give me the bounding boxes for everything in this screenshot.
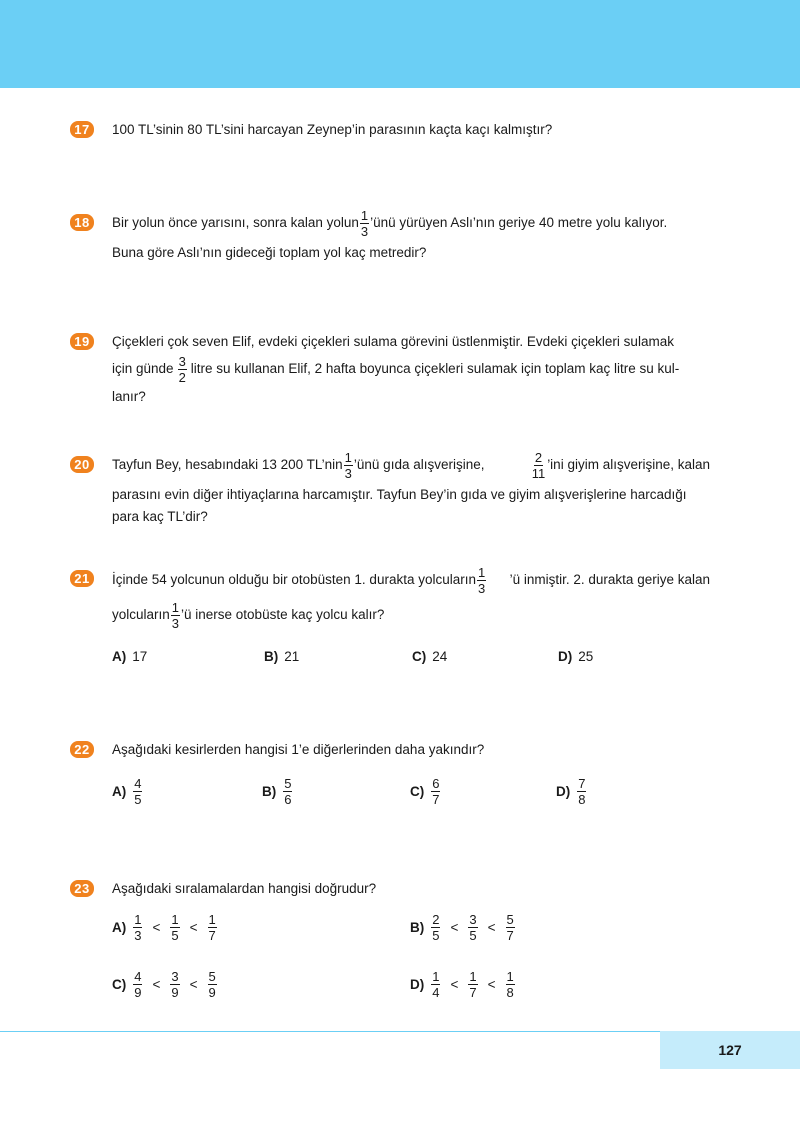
fraction: $\frac{1}{7}$	[469, 969, 477, 1000]
question-18-line-1	[112, 206, 710, 240]
question-number-17: 17	[70, 121, 94, 138]
question-22-text: Aşağıdaki kesirlerden hangisi 1’e diğerlerinden daha yakındır?	[112, 742, 485, 757]
fraction: $\frac{1}{3}$	[134, 912, 142, 943]
option-c[interactable]: C) $\frac{6}{7}$	[410, 776, 440, 807]
question-20-text-c: ’ini giyim alışverişine, kalan	[547, 457, 710, 472]
fraction: $\frac{1}{7}$	[208, 912, 216, 943]
question-20-line-2: parasını evin diğer ihtiyaçlarına harcamıştır. Tayfun Bey’in gıda ve giyim alışverişlerine harcadığı	[112, 487, 687, 502]
question-19-line-2	[112, 352, 710, 386]
less-than-sign: <	[152, 977, 161, 992]
question-21-text-c: yolcuların	[112, 607, 170, 622]
fraction: $\frac{1}{8}$	[506, 969, 514, 1000]
page-number: 127	[660, 1031, 800, 1069]
less-than-sign: <	[450, 977, 459, 992]
fraction: $\frac{1}{3}$	[478, 564, 486, 596]
fraction: $\frac{7}{8}$	[578, 776, 586, 807]
option-b[interactable]: B) $\frac{5}{6}$	[262, 776, 292, 807]
question-number-21: 21	[70, 570, 94, 587]
fraction: $\frac{1}{3}$	[344, 449, 352, 481]
fraction: $\frac{6}{7}$	[432, 776, 440, 807]
question-19-line-3: lanır?	[112, 389, 146, 404]
less-than-sign: <	[450, 920, 459, 935]
fraction: $\frac{4}{9}$	[134, 969, 142, 1000]
question-number-20: 20	[70, 456, 94, 473]
question-17-text: 100 TL’sinin 80 TL’sini harcayan Zeynep’in parasının kaçta kaçı kalmıştır?	[112, 122, 553, 137]
question-20-line-1	[112, 448, 710, 482]
question-19-text-b: litre su kullanan Elif, 2 hafta boyunca çiçekleri sulamak için toplam kaç litre su kul-	[190, 361, 680, 376]
question-18-text-b: ’ünü yürüyen Aslı’nın geriye 40 metre yolu kalıyor.	[370, 215, 668, 230]
fraction: $\frac{3}{5}$	[469, 912, 477, 943]
fraction: $\frac{2}{5}$	[432, 912, 440, 943]
fraction: $\frac{4}{5}$	[134, 776, 142, 807]
option-d[interactable]: D) $\frac{1}{4}$ < $\frac{1}{7}$ < $\frac{1}{8}$	[410, 969, 514, 1000]
option-b[interactable]: B) 21	[264, 649, 300, 664]
option-a[interactable]: A) 17	[112, 649, 148, 664]
question-23-text: Aşağıdaki sıralamalardan hangisi doğrudur?	[112, 881, 377, 896]
fraction: $\frac{5}{9}$	[208, 969, 216, 1000]
option-d[interactable]: D) 25	[558, 649, 594, 664]
question-21-text-b: ’ü inmiştir. 2. durakta geriye kalan	[509, 572, 710, 587]
question-number-18: 18	[70, 214, 94, 231]
less-than-sign: <	[487, 920, 496, 935]
question-number-23: 23	[70, 880, 94, 897]
option-b[interactable]: B) $\frac{2}{5}$ < $\frac{3}{5}$ < $\frac{5}{7}$	[410, 912, 514, 943]
fraction: $\frac{1}{3}$	[171, 599, 180, 631]
option-a[interactable]: A) $\frac{1}{3}$ < $\frac{1}{5}$ < $\frac{1}{7}$	[112, 912, 216, 943]
option-a[interactable]: A) $\frac{4}{5}$	[112, 776, 142, 807]
less-than-sign: <	[189, 920, 198, 935]
question-19-line-1: Çiçekleri çok seven Elif, evdeki çiçekleri sulama görevini üstlenmiştir. Evdeki çiçekleri sulamak	[112, 334, 674, 349]
fraction: $\frac{3}{2}$	[178, 353, 186, 385]
fraction: $\frac{1}{3}$	[360, 207, 369, 239]
less-than-sign: <	[487, 977, 496, 992]
less-than-sign: <	[152, 920, 161, 935]
question-20-text-b: ’ünü gıda alışverişine,	[353, 457, 485, 472]
question-19-text-a: için günde	[112, 361, 174, 376]
question-number-22: 22	[70, 741, 94, 758]
question-20-text-a: Tayfun Bey, hesabındaki 13 200 TL’nin	[112, 457, 343, 472]
fraction: $\frac{5}{6}$	[284, 776, 292, 807]
fraction: $\frac{1}{4}$	[432, 969, 440, 1000]
question-21-line-2	[112, 598, 384, 632]
fraction: $\frac{2}{11}$	[531, 449, 546, 481]
question-21-text-a: İçinde 54 yolcunun olduğu bir otobüsten 1. durakta yolcuların	[112, 572, 476, 587]
question-21-text-d: ’ü inerse otobüste kaç yolcu kalır?	[181, 607, 385, 622]
fraction: $\frac{3}{9}$	[171, 969, 179, 1000]
question-18-line-2: Buna göre Aslı’nın gideceği toplam yol kaç metredir?	[112, 245, 427, 260]
option-d[interactable]: D) $\frac{7}{8}$	[556, 776, 586, 807]
question-number-19: 19	[70, 333, 94, 350]
header-band	[0, 0, 800, 88]
question-18-text-a: Bir yolun önce yarısını, sonra kalan yolun	[112, 215, 359, 230]
fraction: $\frac{5}{7}$	[506, 912, 514, 943]
option-c[interactable]: C) 24	[412, 649, 448, 664]
question-21-line-1	[112, 563, 710, 597]
fraction: $\frac{1}{5}$	[171, 912, 179, 943]
option-c[interactable]: C) $\frac{4}{9}$ < $\frac{3}{9}$ < $\frac{5}{9}$	[112, 969, 216, 1000]
question-20-line-3: para kaç TL’dir?	[112, 509, 208, 524]
less-than-sign: <	[189, 977, 198, 992]
